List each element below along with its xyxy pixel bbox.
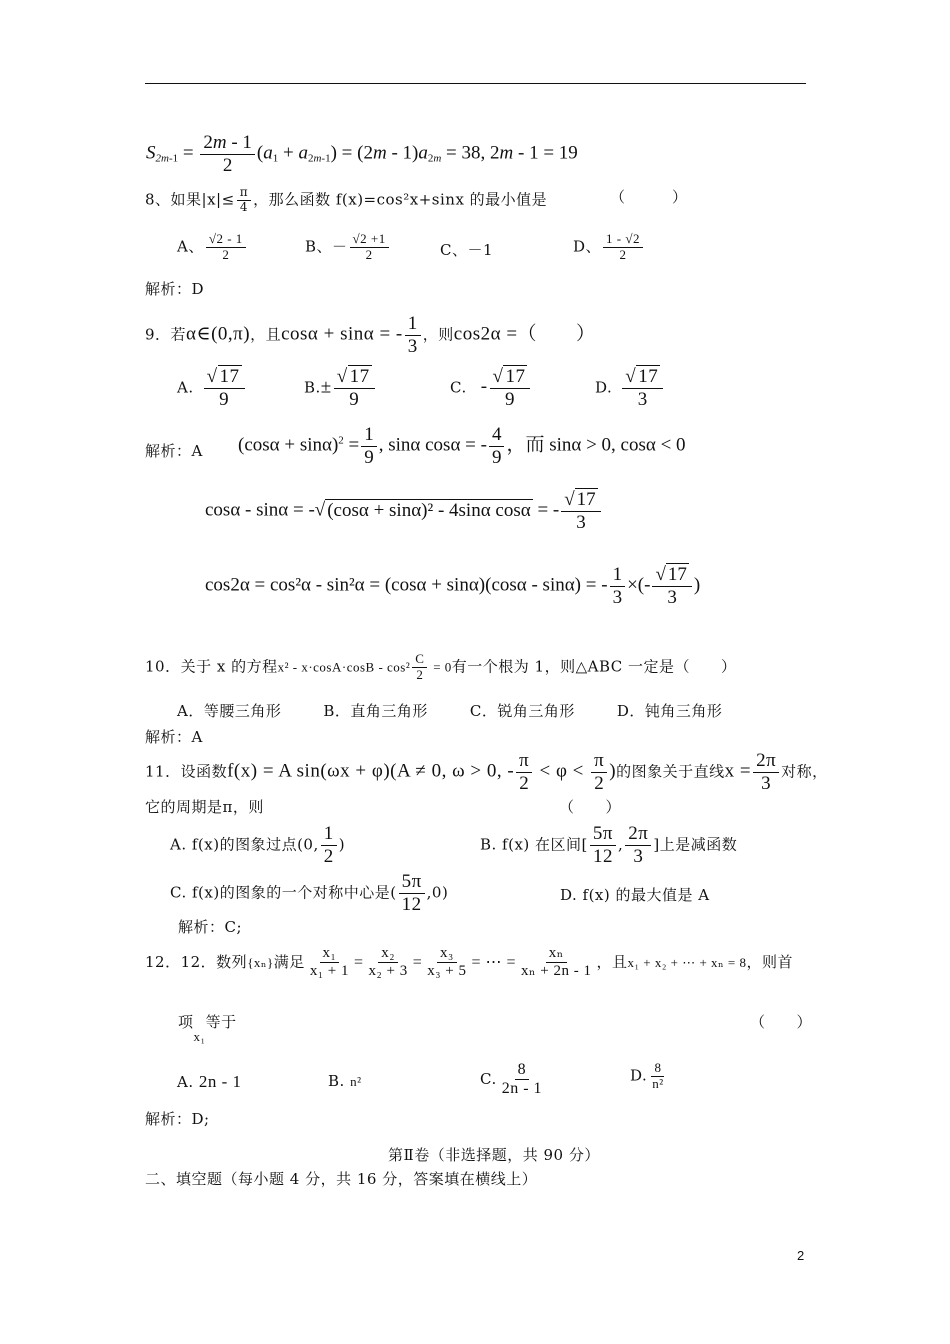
q9-option-c: C. - $\frac{√ 17}{9}$ — [450, 366, 532, 411]
q8-option-c: C、－1 — [440, 241, 494, 259]
q9-option-d: D. $\frac{√ 17}{3}$ — [595, 366, 665, 411]
q12-stem: 12．12．数列{xₙ}满足 $\frac{\text{x₁}}{\text{x₁ + 1}}$ = $\frac{\text{x₂}}{\text{x₂ + 3}}$ = $\frac{\text{x₃}}{\text{x₃ + 5}}$ = ⋯ = $\frac{\text{xₙ}}{\text{xₙ + 2n - 1}}$ ，且x₁ + x₂ + ⋯ + xₙ = 8，则首 — [145, 945, 794, 980]
q9-option-b: B.± $\frac{√ 17}{9}$ — [304, 366, 377, 411]
page-number: 2 — [797, 1248, 805, 1263]
q10-stem: 10．关于 x 的方程x² - x·cosA·cosB - cos² $\frac{C}{2}$ = 0有一个根为 1，则△ABC 一定是（ ） — [145, 651, 737, 682]
q8-option-d: D、 $\frac{1 - √2}{2}$ — [573, 232, 645, 263]
q11-option-a: A. f(x)的图象过点(0, $\frac{1}{2}$ ) — [170, 823, 346, 867]
q9-option-a: A. $\frac{√ 17}{9}$ — [177, 366, 247, 411]
q12-option-a: A. 2n - 1 — [177, 1072, 242, 1091]
q9-stem: 9．若α∈(0,π)，且cosα + sinα = - $\frac{1}{3}$ ，则cos2α =（ ） — [145, 313, 596, 357]
q11-line2: 它的周期是π，则 — [145, 798, 264, 816]
section-title: 第Ⅱ卷（非选择题，共 90 分） — [388, 1146, 600, 1164]
sum-formula-line: $S_{2m-1}$ = $\frac{2m - 1}{2}$ $(a_1 + a_{2m-1}) = (2m - 1)a_{2m} = 38$, 2m - 1 = 19 — [146, 132, 578, 176]
q9-answer: 解析：A — [145, 442, 203, 460]
q8-answer: 解析：D — [145, 280, 205, 298]
q11-option-d: D. f(x) 的最大值是 A — [560, 886, 710, 904]
q8-option-b: B、－ $\frac{√2 +1}{2}$ — [305, 232, 391, 263]
q12-answer: 解析：D; — [145, 1110, 210, 1128]
q9-solution-line1: $(\cos\alpha + \sin\alpha)^2$ = $\frac{1}{9}$ , sinα cosα = - $\frac{4}{9}$ ，而 sinα > 0, cosα < 0 — [238, 424, 686, 468]
q8-paren: （ ） — [610, 188, 688, 206]
q9-solution-line3: cos2α = cos²α - sin²α = (cosα + sinα)(cosα - sinα) = - $\frac{1}{3}$ ×(- $\frac{√ 17}{3}$ ) — [205, 564, 701, 608]
q11-option-c: C. f(x)的图象的一个对称中心是( $\frac{5\pi}{12}$ ,0) — [170, 871, 449, 915]
header-rule — [145, 83, 806, 84]
q12-option-d: D. $\frac{8}{\text{n²}}$ — [630, 1060, 664, 1091]
q11-option-b: B. f(x) 在区间[ $\frac{5\pi}{12}$ , $\frac{2\pi}{3}$ ]上是减函数 — [480, 823, 738, 867]
q8-option-a: A、 $\frac{√2 - 1}{2}$ — [177, 232, 248, 263]
section-subtitle: 二、填空题（每小题 4 分，共 16 分，答案填在横线上） — [145, 1170, 538, 1188]
q11-paren: （ ） — [559, 798, 622, 816]
q9-solution-line2: cosα - sinα = -√ (cosα + sinα)² - 4sinα cosα = - $\frac{√ 17}{3}$ — [205, 489, 603, 534]
q12-paren: （ ） — [750, 1013, 813, 1031]
q12-line2: 项x₁等于 — [178, 1013, 237, 1044]
q10-options: A．等腰三角形 B．直角三角形 C．锐角三角形 D．钝角三角形 — [177, 702, 723, 720]
q12-option-c: C. $\frac{8}{2n - 1}$ — [480, 1061, 543, 1098]
q10-answer: 解析：A — [145, 728, 203, 746]
q12-option-b: B. n² — [328, 1072, 362, 1090]
q11-stem: 11．设函数f(x) = A sin(ωx + φ)(A ≠ 0, ω > 0, - $\frac{\pi}{2}$ < φ < $\frac{\pi}{2}$ )的图象关于直线x = $\frac{2\pi}{3}$ 对称， — [145, 750, 828, 794]
q8-stem: 8、如果|x|≤ $\frac{\pi}{4}$ ，那么函数 f(x)=cos²x+sinx 的最小值是 — [145, 185, 548, 214]
q11-answer: 解析：C; — [178, 918, 243, 936]
